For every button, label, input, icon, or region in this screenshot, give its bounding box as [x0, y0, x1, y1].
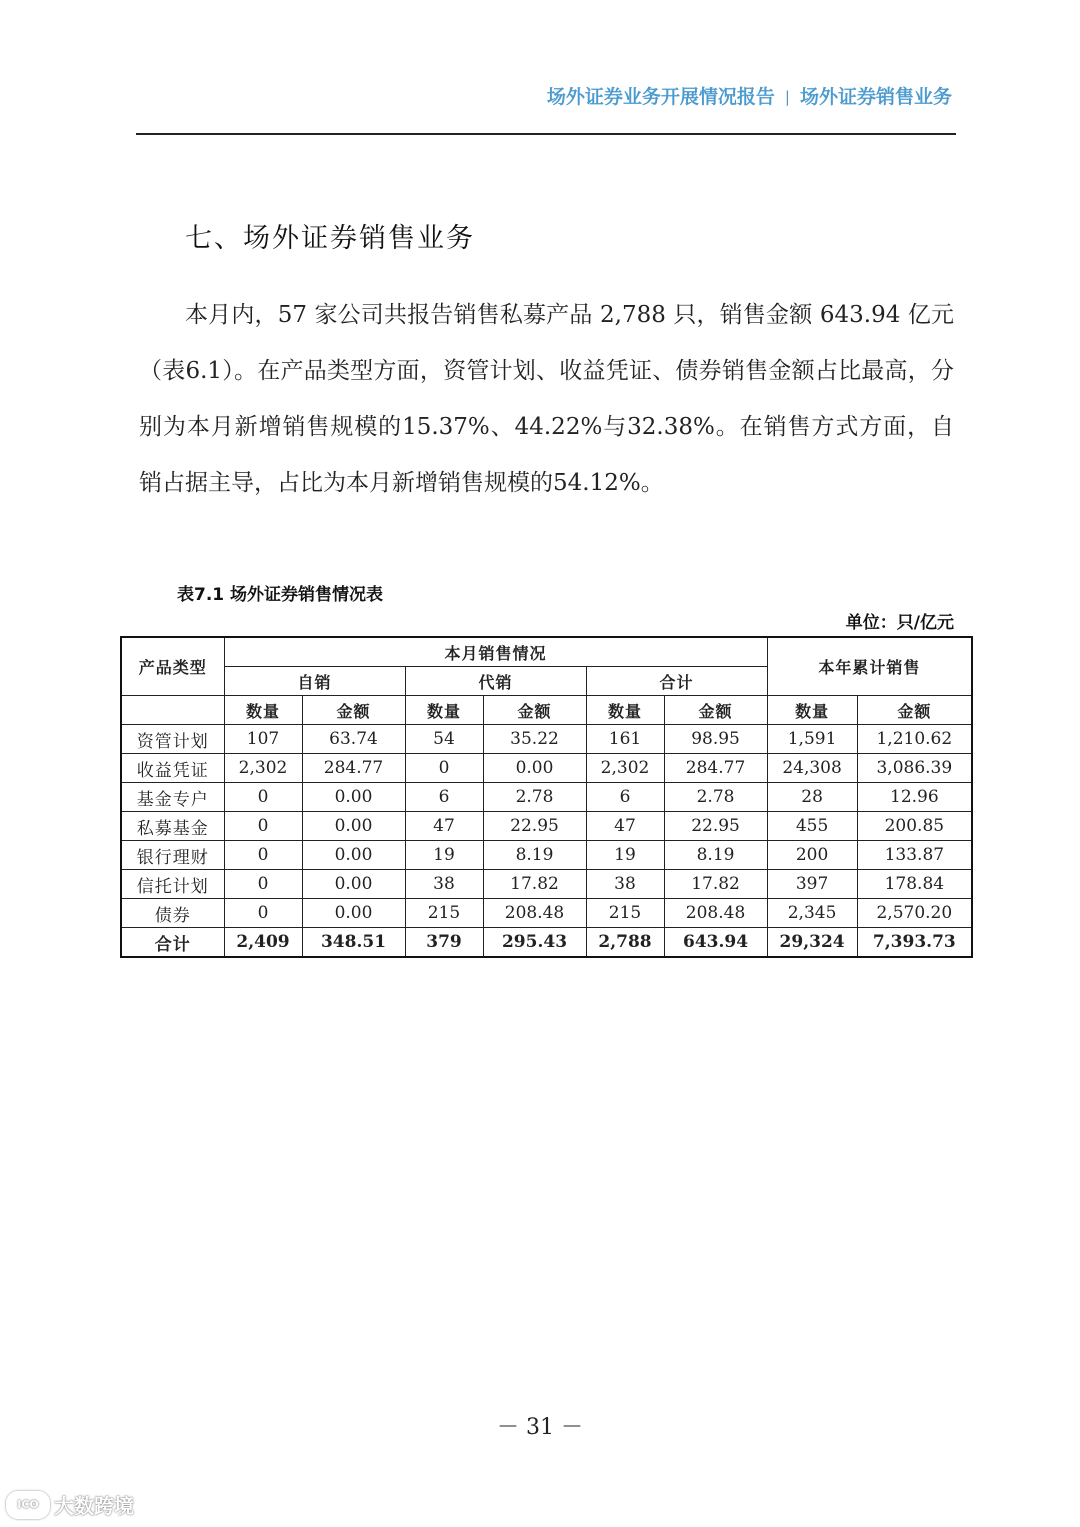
cell-qty: 38 — [586, 870, 664, 899]
header-qty: 数量 — [767, 696, 857, 725]
header-blank — [121, 696, 224, 725]
cell-qty: 0 — [224, 783, 302, 812]
table-row — [121, 899, 972, 928]
header-rule — [136, 133, 956, 135]
cell-amount: 2.78 — [483, 783, 586, 812]
header-section-title: 场外证券销售业务 — [799, 86, 952, 108]
running-header — [547, 82, 952, 109]
table-row — [121, 870, 972, 899]
cell-qty: 54 — [405, 725, 483, 754]
header-total-sales: 合计 — [586, 667, 767, 696]
cell-amount: 0.00 — [302, 841, 405, 870]
cell-qty: 0 — [224, 812, 302, 841]
cell-amount: 22.95 — [664, 812, 767, 841]
cell-amount: 22.95 — [483, 812, 586, 841]
cell-qty: 2,788 — [586, 928, 664, 958]
cell-amount: 0.00 — [302, 783, 405, 812]
body-paragraph: 本月内，57 家公司共报告销售私募产品 2,788 只，销售金额 643.94 亿元（表6.1）。在产品类型方面，资管计划、收益凭证、债券销售金额占比最高，分别为本月新增销售规模的15.37%、44.22%与32.38%。在销售方式方面，自销占据主导，占比为本月新增销售规模的54.12%。 — [139, 302, 954, 496]
cell-qty: 6 — [405, 783, 483, 812]
cell-amount: 2,570.20 — [857, 899, 972, 928]
header-agency-sales: 代销 — [405, 667, 586, 696]
cell-amount: 98.95 — [664, 725, 767, 754]
row-product-type: 基金专户 — [121, 783, 224, 812]
header-amount: 金额 — [302, 696, 405, 725]
cell-amount: 3,086.39 — [857, 754, 972, 783]
watermark-logo-icon: ICO — [6, 1491, 50, 1519]
header-qty: 数量 — [224, 696, 302, 725]
header-qty: 数量 — [586, 696, 664, 725]
table-body — [121, 725, 972, 958]
cell-amount: 0.00 — [302, 870, 405, 899]
cell-amount: 284.77 — [664, 754, 767, 783]
cell-qty: 2,409 — [224, 928, 302, 958]
cell-qty: 2,302 — [586, 754, 664, 783]
cell-amount: 17.82 — [483, 870, 586, 899]
cell-qty: 2,345 — [767, 899, 857, 928]
cell-qty: 38 — [405, 870, 483, 899]
cell-qty: 19 — [405, 841, 483, 870]
cell-amount: 178.84 — [857, 870, 972, 899]
cell-qty: 28 — [767, 783, 857, 812]
row-product-type: 信托计划 — [121, 870, 224, 899]
cell-qty: 455 — [767, 812, 857, 841]
cell-qty: 397 — [767, 870, 857, 899]
row-product-type: 银行理财 — [121, 841, 224, 870]
cell-qty: 2,302 — [224, 754, 302, 783]
cell-qty: 200 — [767, 841, 857, 870]
cell-qty: 0 — [405, 754, 483, 783]
cell-amount: 63.74 — [302, 725, 405, 754]
watermark-text: 大数跨境 — [54, 1494, 134, 1518]
cell-qty: 6 — [586, 783, 664, 812]
cell-qty: 0 — [224, 841, 302, 870]
header-amount: 金额 — [857, 696, 972, 725]
table-row — [121, 754, 972, 783]
header-report-title: 场外证券业务开展情况报告 — [546, 86, 775, 108]
row-product-type: 资管计划 — [121, 725, 224, 754]
cell-amount: 133.87 — [857, 841, 972, 870]
cell-amount: 208.48 — [483, 899, 586, 928]
cell-qty: 0 — [224, 870, 302, 899]
cell-amount: 295.43 — [483, 928, 586, 958]
cell-qty: 47 — [405, 812, 483, 841]
header-month-sales: 本月销售情况 — [224, 637, 767, 667]
header-qty: 数量 — [405, 696, 483, 725]
cell-amount: 348.51 — [302, 928, 405, 958]
cell-amount: 35.22 — [483, 725, 586, 754]
cell-qty: 161 — [586, 725, 664, 754]
table-unit: 单位：只/亿元 — [845, 613, 954, 633]
cell-qty: 1,591 — [767, 725, 857, 754]
cell-amount: 8.19 — [664, 841, 767, 870]
cell-amount: 8.19 — [483, 841, 586, 870]
table-row — [121, 783, 972, 812]
header-ytd-sales: 本年累计销售 — [767, 637, 972, 696]
row-product-type: 债券 — [121, 899, 224, 928]
cell-qty: 215 — [405, 899, 483, 928]
cell-amount: 2.78 — [664, 783, 767, 812]
header-self-sales: 自销 — [224, 667, 405, 696]
table-row — [121, 812, 972, 841]
header-product-type: 产品类型 — [121, 637, 224, 696]
row-product-type: 收益凭证 — [121, 754, 224, 783]
cell-qty: 215 — [586, 899, 664, 928]
cell-qty: 379 — [405, 928, 483, 958]
table-total-row — [121, 928, 972, 958]
table-caption: 表7.1 场外证券销售情况表 — [177, 585, 384, 605]
row-product-type: 合计 — [121, 928, 224, 958]
cell-qty: 24,308 — [767, 754, 857, 783]
page-number: － 31 － — [497, 1415, 583, 1440]
watermark — [6, 1490, 134, 1519]
row-product-type: 私募基金 — [121, 812, 224, 841]
cell-qty: 19 — [586, 841, 664, 870]
cell-qty: 107 — [224, 725, 302, 754]
cell-amount: 7,393.73 — [857, 928, 972, 958]
cell-amount: 0.00 — [483, 754, 586, 783]
cell-amount: 284.77 — [302, 754, 405, 783]
cell-amount: 200.85 — [857, 812, 972, 841]
cell-amount: 643.94 — [664, 928, 767, 958]
table-row — [121, 725, 972, 754]
cell-qty: 0 — [224, 899, 302, 928]
cell-amount: 0.00 — [302, 812, 405, 841]
cell-amount: 208.48 — [664, 899, 767, 928]
sales-table — [120, 636, 973, 958]
cell-amount: 0.00 — [302, 899, 405, 928]
cell-qty: 47 — [586, 812, 664, 841]
header-separator: | — [784, 88, 790, 106]
section-title: 七、场外证券销售业务 — [185, 223, 475, 254]
cell-amount: 1,210.62 — [857, 725, 972, 754]
header-amount: 金额 — [483, 696, 586, 725]
cell-amount: 17.82 — [664, 870, 767, 899]
cell-qty: 29,324 — [767, 928, 857, 958]
header-amount: 金额 — [664, 696, 767, 725]
cell-amount: 12.96 — [857, 783, 972, 812]
table-row — [121, 841, 972, 870]
